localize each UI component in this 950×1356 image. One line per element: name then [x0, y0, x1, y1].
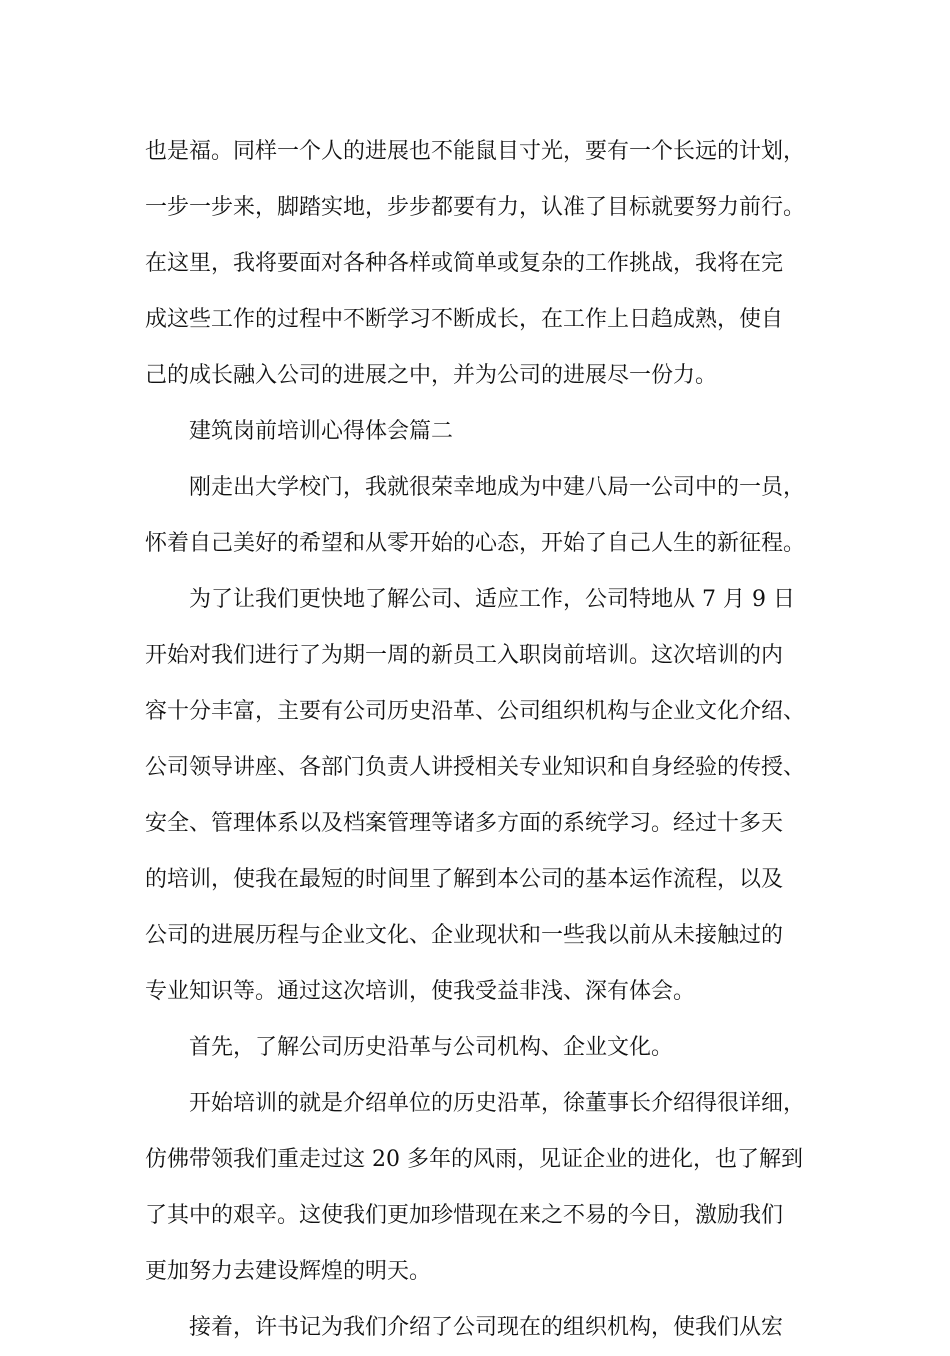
text-line: 成这些工作的过程中不断学习不断成长，在工作上日趋成熟，使自 — [145, 307, 784, 332]
text-line: 公司的进展历程与企业文化、企业现状和一些我以前从未接触过的 — [145, 923, 784, 948]
text-line: 公司领导讲座、各部门负责人讲授相关专业知识和自身经验的传授、 — [145, 755, 806, 780]
text-line: 开始培训的就是介绍单位的历史沿革，徐董事长介绍得很详细， — [189, 1091, 806, 1116]
text-line: 安全、管理体系以及档案管理等诸多方面的系统学习。经过十多天 — [145, 811, 784, 836]
text-line: 在这里，我将要面对各种各样或简单或复杂的工作挑战，我将在完 — [145, 251, 784, 276]
text-line: 的培训，使我在最短的时间里了解到本公司的基本运作流程，以及 — [145, 867, 784, 892]
text-line: 己的成长融入公司的进展之中，并为公司的进展尽一份力。 — [145, 363, 718, 388]
text-line: 专业知识等。通过这次培训，使我受益非浅、深有体会。 — [145, 979, 696, 1004]
text-line: 刚走出大学校门，我就很荣幸地成为中建八局一公司中的一员， — [189, 475, 806, 500]
text-line: 首先，了解公司历史沿革与公司机构、企业文化。 — [189, 1035, 674, 1060]
text-line: 也是福。同样一个人的进展也不能鼠目寸光，要有一个长远的计划， — [145, 139, 806, 164]
text-line: 开始对我们进行了为期一周的新员工入职岗前培训。这次培训的内 — [145, 643, 784, 668]
text-line: 更加努力去建设辉煌的明天。 — [145, 1259, 432, 1284]
text-line: 为了让我们更快地了解公司、适应工作，公司特地从 7 月 9 日 — [189, 587, 795, 612]
text-line: 一步一步来，脚踏实地，步步都要有力，认准了目标就要努力前行。 — [145, 195, 806, 220]
text-line: 接着，许书记为我们介绍了公司现在的组织机构，使我们从宏 — [189, 1315, 784, 1340]
section-heading: 建筑岗前培训心得体会篇二 — [189, 419, 454, 444]
text-line: 仿佛带领我们重走过这 20 多年的风雨，见证企业的进化，也了解到 — [145, 1147, 803, 1172]
text-line: 怀着自己美好的希望和从零开始的心态，开始了自己人生的新征程。 — [145, 531, 806, 556]
text-line: 容十分丰富，主要有公司历史沿革、公司组织机构与企业文化介绍、 — [145, 699, 806, 724]
text-line: 了其中的艰辛。这使我们更加珍惜现在来之不易的今日，激励我们 — [145, 1203, 784, 1228]
